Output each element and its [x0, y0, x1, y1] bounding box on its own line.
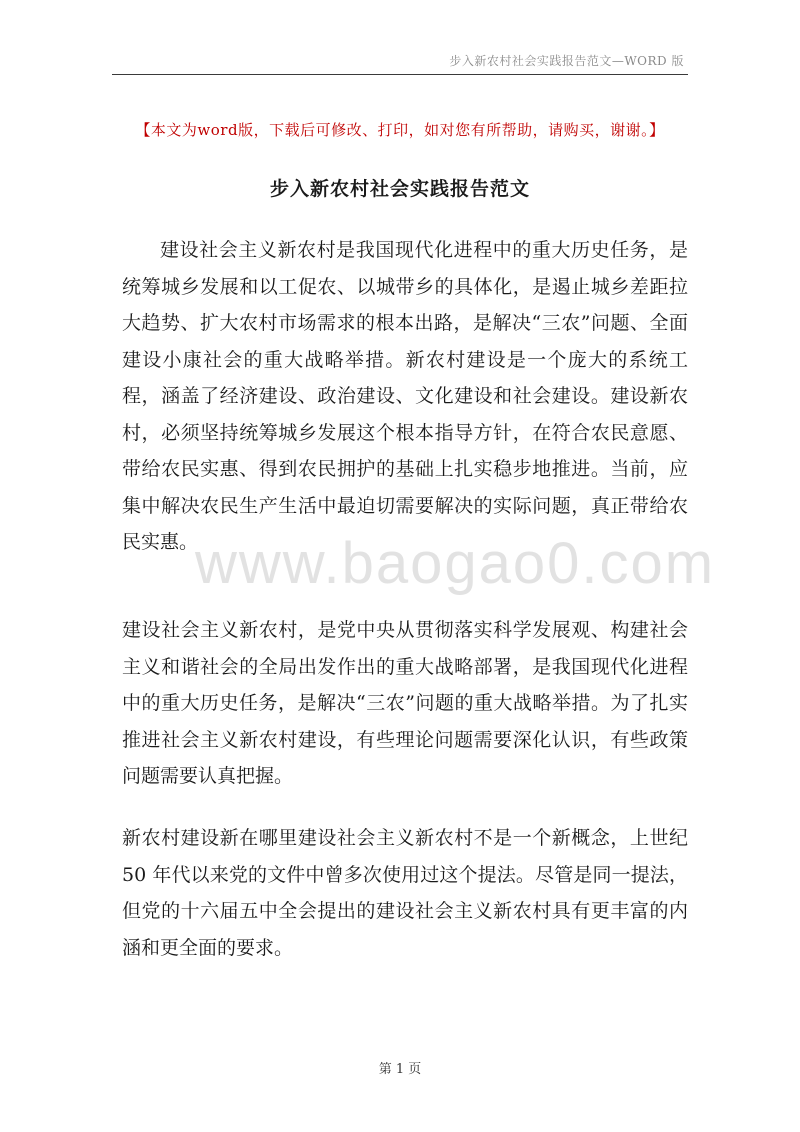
document-title: 步入新农村社会实践报告范文 — [269, 178, 530, 200]
watermark-logo: www.baogao0.com — [195, 531, 716, 596]
page-number: 第 1 页 — [378, 1062, 422, 1077]
body-paragraph-1: 建设社会主义新农村是我国现代化进程中的重大历史任务，是统筹城乡发展和以工促农、以城带乡的具体化，是遏止城乡差距拉大趋势、扩大农村市场需求的根本出路，是解决“三农”问题、全面建设小康社会的重大战略举措。新农村建设是一个庞大的系统工程，涵盖了经济建设、政治建设、文化建设和社会建设。建设新农村，必须坚持统筹城乡发展这个根本指导方针，在符合农民意愿、带给农民实惠、得到农民拥护的基础上扎实稳步地推进。当前，应集中解决农民生产生活中最迫切需要解决的实际问题，真正带给农民实惠。 — [122, 239, 688, 553]
header-divider — [112, 74, 688, 75]
purchase-notice: 【本文为word版，下载后可修改、打印，如对您有所帮助，请购买，谢谢。】 — [135, 121, 665, 139]
body-paragraph-3: 新农村建设新在哪里建设社会主义新农村不是一个新概念，上世纪50 年代以来党的文件中曾多次使用过这个提法。尽管是同一提法，但党的十六届五中全会提出的建设社会主义新农村具有更丰富的内涵和更全面的要求。 — [122, 827, 688, 959]
header-title: 步入新农村社会实践报告范文—WORD 版 — [449, 54, 684, 68]
body-paragraph-2: 建设社会主义新农村，是党中央从贯彻落实科学发展观、构建社会主义和谐社会的全局出发作出的重大战略部署，是我国现代化进程中的重大历史任务，是解决“三农”问题的重大战略举措。为了扎实推进社会主义新农村建设，有些理论问题需要深化认识，有些政策问题需要认真把握。 — [122, 619, 688, 787]
